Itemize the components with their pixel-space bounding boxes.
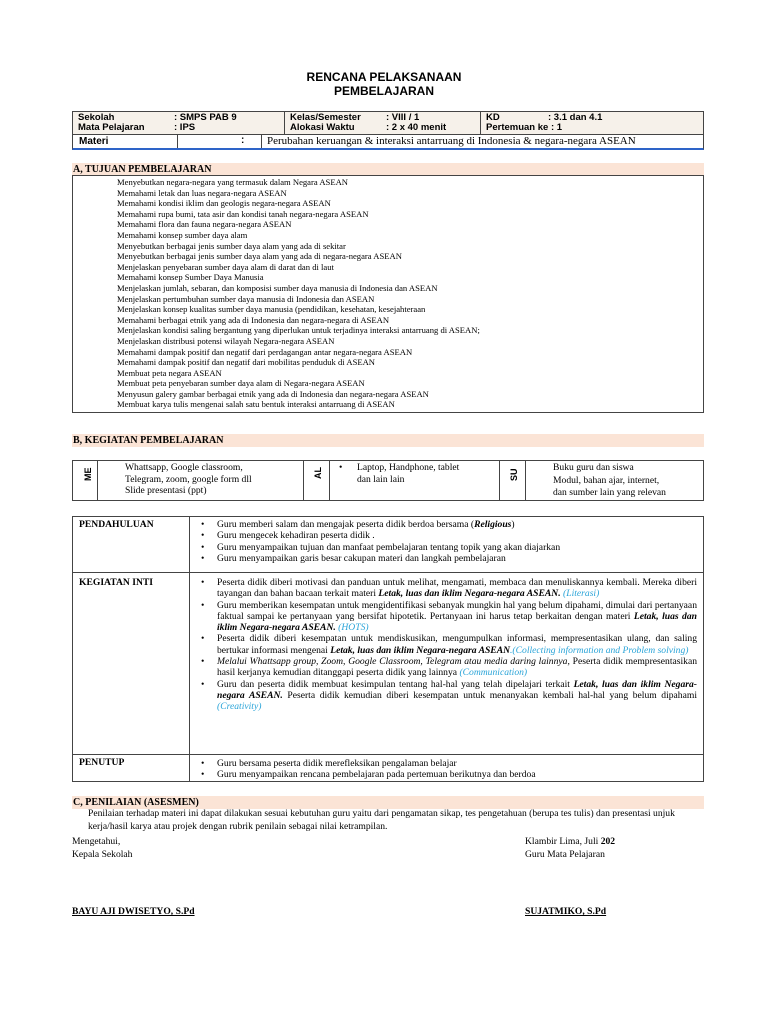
core-topic: Letak, luas dan iklim Negara-negara ASEAN. [217,610,697,634]
year-text: 202 [600,836,616,847]
sources-side-label: SU [509,468,519,481]
header-school-cell [73,112,285,134]
list-item: Memahami konsep sumber daya alam [117,229,248,240]
box-divider [303,461,304,500]
section-b-heading: B, KEGIATAN PEMBELAJARAN [72,434,704,447]
materi-value: Perubahan keruangan & interaksi antarruang di Indonesia & negara-negara ASEAN [267,135,636,147]
list-item: Membuat karya tulis mengenai salah satu bentuk interaksi antarruang di ASEAN [117,399,395,410]
table-divider [189,517,190,781]
sources-line: dan sumber lain yang relevan [553,487,666,498]
list-item [199,656,697,679]
core-text: Peserta didik kemudian diberi kesempatan untuk menanyakan kembali hal-hal yang belum dipahami [282,689,697,701]
tools-line: dan lain lain [357,473,405,485]
media-line: Telegram, zoom, google form dll [125,473,252,485]
learning-objectives-list [117,177,480,410]
intro-list [199,519,697,564]
box-divider [329,461,330,500]
core-text: Guru dan peserta didik membuat kesimpulan tentang hal-hal yang telah dipelajari terkait [217,678,574,690]
subject-label: Mata Pelajaran [78,122,145,133]
section-a-heading: A, TUJUAN PEMBELAJARAN [72,163,704,176]
title-line-1: RENCANA PELAKSANAAN [306,70,462,84]
communication-tag: (Communication) [459,667,528,679]
list-item: Membuat peta penyebaran sumber daya alam di Negara-negara ASEAN [117,378,365,389]
acknowledged-label: Mengetahui, [72,836,121,847]
sources-text [553,462,666,500]
header-kd-cell [481,112,703,134]
learning-objectives-box [72,175,704,413]
school-label: Sekolah [78,112,115,123]
hots-tag: (HOTS) [335,622,369,634]
literasi-tag: (Literasi) [560,588,600,600]
sources-line: Buku guru dan siswa [553,462,634,473]
place-date [525,836,615,849]
core-topic: Letak, luas dan iklim Negara-negara ASEAN. [378,588,561,600]
list-item: Menjelaskan kondisi saling bergantung yang diperlukan untuk terjadinya interaksi antarruang di ASEAN; [117,325,480,336]
core-text: Peserta didik mempresentasikan hasil kerjanya kemudian ditanggapi peserta didik yang lainnya [217,656,697,679]
teacher-title: Guru Mata Pelajaran [525,848,605,860]
time-value: : 2 x 40 menit [386,122,447,133]
core-text: Peserta didik diberi motivasi dan panduan untuk melihat, mengamati, membaca dan menuliskannya kembali. Mereka diberi tayangan dan bahan bacaan terkait materi [217,577,697,600]
header-info-table [72,111,704,135]
teacher-signature-block [525,836,615,861]
list-item: Memahami dampak positif dan negatif dari mobilitas penduduk di ASEAN [117,357,376,368]
header-class-cell [285,112,481,134]
list-item: Menyebutkan berbagai jenis sumber daya alam yang ada di sekitar [117,240,346,251]
core-list [199,577,697,713]
list-item: Menyebutkan negara-negara yang termasuk dalam Negara ASEAN [117,177,348,187]
list-item: Menyebutkan berbagai jenis sumber daya alam yang ada di negara-negara ASEAN [117,251,402,262]
core-text: Melalui Whattsapp group, Zoom, Google Classroom, Telegram atau media daring lainnya, [217,656,570,668]
list-item: • Guru bersama peserta didik merefleksikan pengalaman belajar [199,758,697,769]
list-item: Memahami berbagai etnik yang ada di Indonesia dan negara-negara di ASEAN [117,314,390,325]
activity-table [72,516,704,782]
tools-bullet-item [337,462,459,474]
list-item [199,600,697,634]
media-line: Whattsapp, Google classroom, [125,462,243,473]
list-item: • Guru mengecek kehadiran peserta didik . [199,530,697,541]
list-item [199,633,697,656]
box-divider [97,461,98,500]
list-item: Menjelaskan distribusi potensi wilayah Negara-negara ASEAN [117,335,335,346]
tools-text [337,462,459,485]
place-date-text: Klambir Lima, Juli [525,836,601,847]
list-item: Memahami letak dan luas negara-negara ASEAN [117,187,287,198]
list-item: • Guru menyampaikan garis besar cakupan materi dan langkah pembelajaran [199,553,697,564]
tools-line: Laptop, Handphone, tablet [357,462,460,473]
page-title [0,70,768,98]
row-divider [73,754,703,755]
list-item: Membuat peta negara ASEAN [117,367,222,378]
list-item: Menjelaskan pertumbuhan sumber daya manusia di Indonesia dan ASEAN [117,293,375,304]
media-tools-sources-box [72,460,704,501]
materi-divider-2 [261,135,262,148]
kd-value: : 3.1 dan 4.1 [548,112,603,123]
assessment-paragraph: Penilaian terhadap materi ini dapat dilakukan sesuai kebutuhan guru yaitu dari pengamatan sikap, tes pengetahuan (berupa tes tulis) dan presentasi unjuk kerja/hasil karya atau projek dengan rubrik penilain sebagai nilai ketrampilan. [88,808,675,832]
list-item [199,679,697,713]
kd-label: KD [486,112,500,123]
class-label: Kelas/Semester [290,112,361,123]
box-divider [499,461,500,500]
closing-list [199,758,697,781]
closing-label: PENUTUP [79,757,125,768]
core-text: Guru memberikan kesempatan untuk mengidentifikasi sebanyak mungkin hal yang belum dipahami, dimulai dari pertanyaan faktual sampai ke pertanyaan yang bersifat hipotetik. Pertanyaan ini harus tetap berkaitan dengan materi [217,599,697,622]
principal-name: BAYU AJI DWISETYO, S.Pd [72,906,195,917]
section-c-heading: C, PENILAIAN (ASESMEN) [72,796,704,809]
list-item: Memahami dampak positif dan negatif dari perdagangan antar negara-negara ASEAN [117,346,413,357]
list-item: • Guru menyampaikan tujuan dan manfaat pembelajaran tentang topik yang akan diajarkan [199,542,697,553]
intro-text: ) [511,519,515,530]
list-item: Memahami kondisi iklim dan geologis negara-negara ASEAN [117,198,331,209]
title-line-2: PEMBELAJARAN [333,84,434,98]
creativity-tag: (Creativity) [217,701,262,713]
media-text [125,462,252,497]
materi-colon: : [241,135,245,146]
core-label: KEGIATAN INTI [79,577,154,588]
class-value: : VIII / 1 [386,112,420,123]
media-side-label: ME [83,467,93,481]
media-line: Slide presentasi (ppt) [125,485,207,496]
subject-value: : IPS [174,122,196,133]
teacher-name: SUJATMIKO, S.Pd [525,906,607,917]
list-item: Memahami rupa bumi, tata asir dan kondisi tanah negara-negara ASEAN [117,208,369,219]
collecting-tag: .(Collecting information and Problem solving) [510,644,689,656]
row-divider [73,572,703,573]
bullet-dot: • [339,462,343,473]
list-item [199,577,697,600]
intro-label: PENDAHULUAN [79,519,154,530]
list-item: • Guru menyampaikan rencana pembelajaran pada pertemuan berikutnya dan berdoa [199,769,697,780]
school-value: : SMPS PAB 9 [174,112,237,123]
list-item: Menyusun galery gambar berbagai etnik yang ada di Indonesia dan negara-negara ASEAN [117,388,429,399]
list-item: Memahami konsep Sumber Daya Manusia [117,272,264,283]
core-text: Peserta didik diberi kesempatan untuk mendiskusikan, mengumpulkan informasi, mempresentasikan ulang, dan saling bertukar informasi mengenai [217,633,697,656]
list-item: Menjelaskan konsep kualitas sumber daya manusia (pendidikan, kesehatan, kesejahteraan [117,304,426,315]
intro-text: Guru memberi salam dan mengajak peserta didik berdoa bersama ( [217,519,475,530]
tools-side-label: AL [313,467,323,479]
list-item: Menjelaskan jumlah, sebaran, dan komposisi sumber daya manusia di Indonesia dan ASEAN [117,282,438,293]
principal-signature-block [72,836,132,861]
materi-divider [177,135,178,148]
box-divider [525,461,526,500]
list-item [199,519,697,530]
sources-line: Modul, bahan ajar, internet, [553,474,660,486]
materi-row [72,135,704,150]
core-topic: Letak, luas dan iklim Negara-negara ASEAN [330,644,511,656]
core-topic: Letak, luas dan iklim Negara-negara ASEAN. [217,678,697,701]
list-item: Memahami flora dan fauna negara-negara ASEAN [117,219,292,230]
materi-label: Materi [79,136,109,147]
list-item: Menjelaskan penyebaran sumber daya alam di darat dan di laut [117,261,334,272]
religious-tag: Religious [474,519,512,530]
meeting-label: Pertemuan ke : 1 [486,122,563,133]
principal-title: Kepala Sekolah [72,848,133,860]
time-label: Alokasi Waktu [290,122,355,133]
